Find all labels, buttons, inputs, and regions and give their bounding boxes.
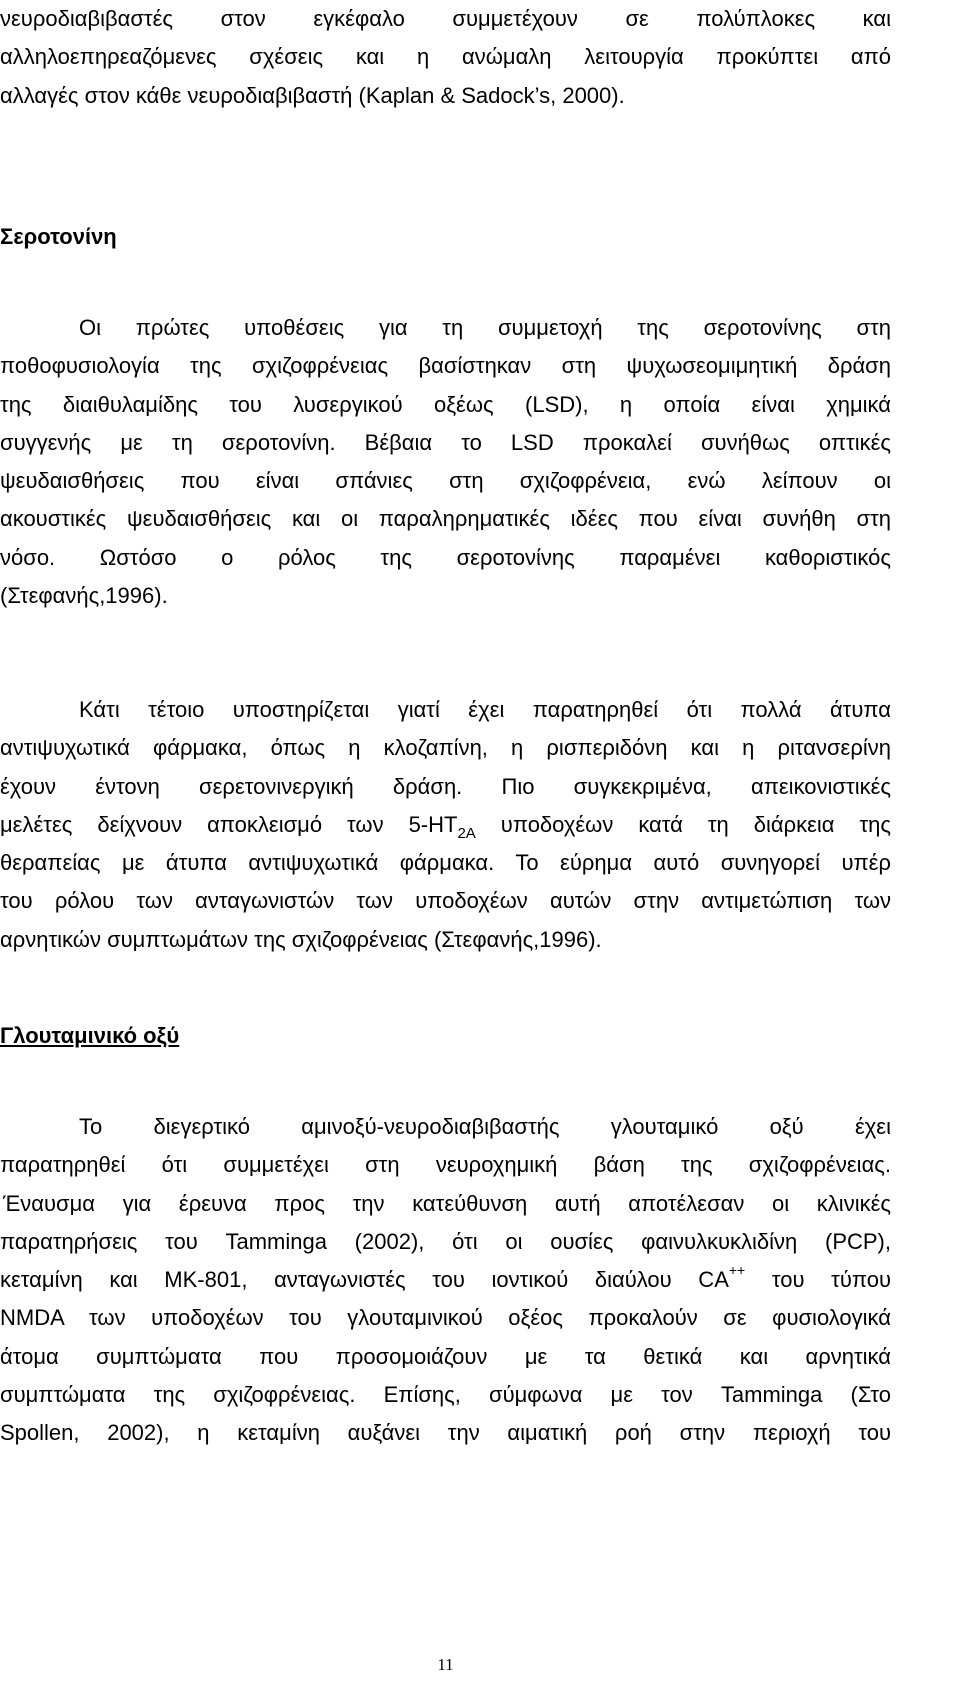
serotonin-p1-line-6: ακουστικές ψευδαισθήσεις και οι παραληρηματικές ιδέες που είναι συνήθη στη xyxy=(0,506,891,532)
glutamate-paragraph xyxy=(0,1108,891,1453)
glutamate-line-1: Το διεγερτικό αμινοξύ-νευροδιαβιβαστής γλουταμικό οξύ έχει xyxy=(79,1114,891,1139)
serotonin-p2-line-7: αρνητικών συμπτωμάτων της σχιζοφρένειας (Στεφανής,1996). xyxy=(0,926,602,952)
page-number: 11 xyxy=(437,1655,454,1674)
section-heading-serotonin: Σεροτονίνη xyxy=(0,224,117,249)
glutamate-line-5-start: κεταμίνη και MK-801, ανταγωνιστές του ιοντικού διαύλου CA xyxy=(0,1267,729,1293)
glutamate-line-5-end: του τύπου xyxy=(745,1267,891,1293)
serotonin-p1-line-1: Οι πρώτες υποθέσεις για τη συμμετοχή της σεροτονίνης στη xyxy=(79,315,891,340)
serotonin-p1-line-4: συγγενής με τη σεροτονίνη. Βέβαια το LSD προκαλεί συνήθως οπτικές xyxy=(0,429,891,455)
glutamate-line-3: Έναυσμα για έρευνα προς την κατεύθυνση αυτή αποτέλεσαν οι κλινικές xyxy=(3,1190,891,1216)
intro-line-1: νευροδιαβιβαστές στον εγκέφαλο συμμετέχουν σε πολύπλοκες και xyxy=(0,6,891,31)
glutamate-line-9: Spollen, 2002), η κεταμίνη αυξάνει την αιματική ροή στην περιοχή του xyxy=(0,1420,891,1446)
serotonin-p2-line-1: Κάτι τέτοιο υποστηρίζεται γιατί έχει παρατηρηθεί ότι πολλά άτυπα xyxy=(79,697,891,722)
serotonin-p1-line-3: της διαιθυλαμίδης του λυσεργικού οξέως (LSD), η οποία είναι χημικά xyxy=(0,391,891,417)
serotonin-p2-line-3: έχουν έντονη σερετονινεργική δράση. Πιο συγκεκριμένα, απεικονιστικές xyxy=(0,773,891,799)
glutamate-line-7: άτομα συμπτώματα που προσομοιάζουν με τα θετικά και αρνητικά xyxy=(0,1343,891,1369)
serotonin-p2-line-6: του ρόλου των ανταγωνιστών των υποδοχέων αυτών στην αντιμετώπιση των xyxy=(0,888,891,914)
section-heading-glutamate: Γλουταμινικό οξύ xyxy=(0,1023,180,1048)
serotonin-p2-line-5: θεραπείας με άτυπα αντιψυχωτικά φάρμακα. Το εύρημα αυτό συνηγορεί υπέρ xyxy=(0,850,891,876)
glutamate-line-5 xyxy=(0,1261,891,1299)
serotonin-paragraph-2 xyxy=(0,691,891,959)
ion-superscript: ++ xyxy=(728,1262,746,1279)
intro-line-2: αλληλοεπηρεαζόμενες σχέσεις και η ανώμαλη λειτουργία προκύπτει από xyxy=(0,44,891,70)
serotonin-p2-line-4 xyxy=(0,806,891,844)
serotonin-p1-line-8: (Στεφανής,1996). xyxy=(0,583,168,609)
glutamate-line-8: συμπτώματα της σχιζοφρένειας. Επίσης, σύμφωνα με τον Tamminga (Στο xyxy=(0,1382,891,1408)
receptor-subscript: 2A xyxy=(457,824,476,842)
intro-paragraph xyxy=(0,0,891,115)
serotonin-p1-line-2: ποθοφυσιολογία της σχιζοφρένειας βασίστηκαν στη ψυχωσεομιμητική δράση xyxy=(0,353,891,379)
glutamate-line-2: παρατηρηθεί ότι συμμετέχει στη νευροχημική βάση της σχιζοφρένειας. xyxy=(0,1152,891,1178)
serotonin-p2-line-2: αντιψυχωτικά φάρμακα, όπως η κλοζαπίνη, η ρισπεριδόνη και η ριτανσερίνη xyxy=(0,735,891,761)
serotonin-p2-line-4-end: υποδοχέων κατά τη διάρκεια της xyxy=(475,811,891,837)
serotonin-p1-line-7: νόσο. Ωστόσο ο ρόλος της σεροτονίνης παραμένει καθοριστικός xyxy=(0,544,891,570)
intro-line-3: αλλαγές στον κάθε νευροδιαβιβαστή (Kaplan & Sadock’s, 2000). xyxy=(0,82,625,108)
serotonin-paragraph-1 xyxy=(0,309,891,615)
glutamate-line-4: παρατηρήσεις του Tamminga (2002), ότι οι ουσίες φαινυλκυκλιδίνη (PCP), xyxy=(0,1228,891,1254)
serotonin-p1-line-5: ψευδαισθήσεις που είναι σπάνιες στη σχιζοφρένεια, ενώ λείπουν οι xyxy=(0,468,891,494)
glutamate-line-6: NMDA των υποδοχέων του γλουταμινικού οξέος προκαλούν σε φυσιολογικά xyxy=(0,1305,891,1331)
serotonin-p2-line-4-start: μελέτες δείχνουν αποκλεισμό των 5-HT xyxy=(0,811,458,837)
